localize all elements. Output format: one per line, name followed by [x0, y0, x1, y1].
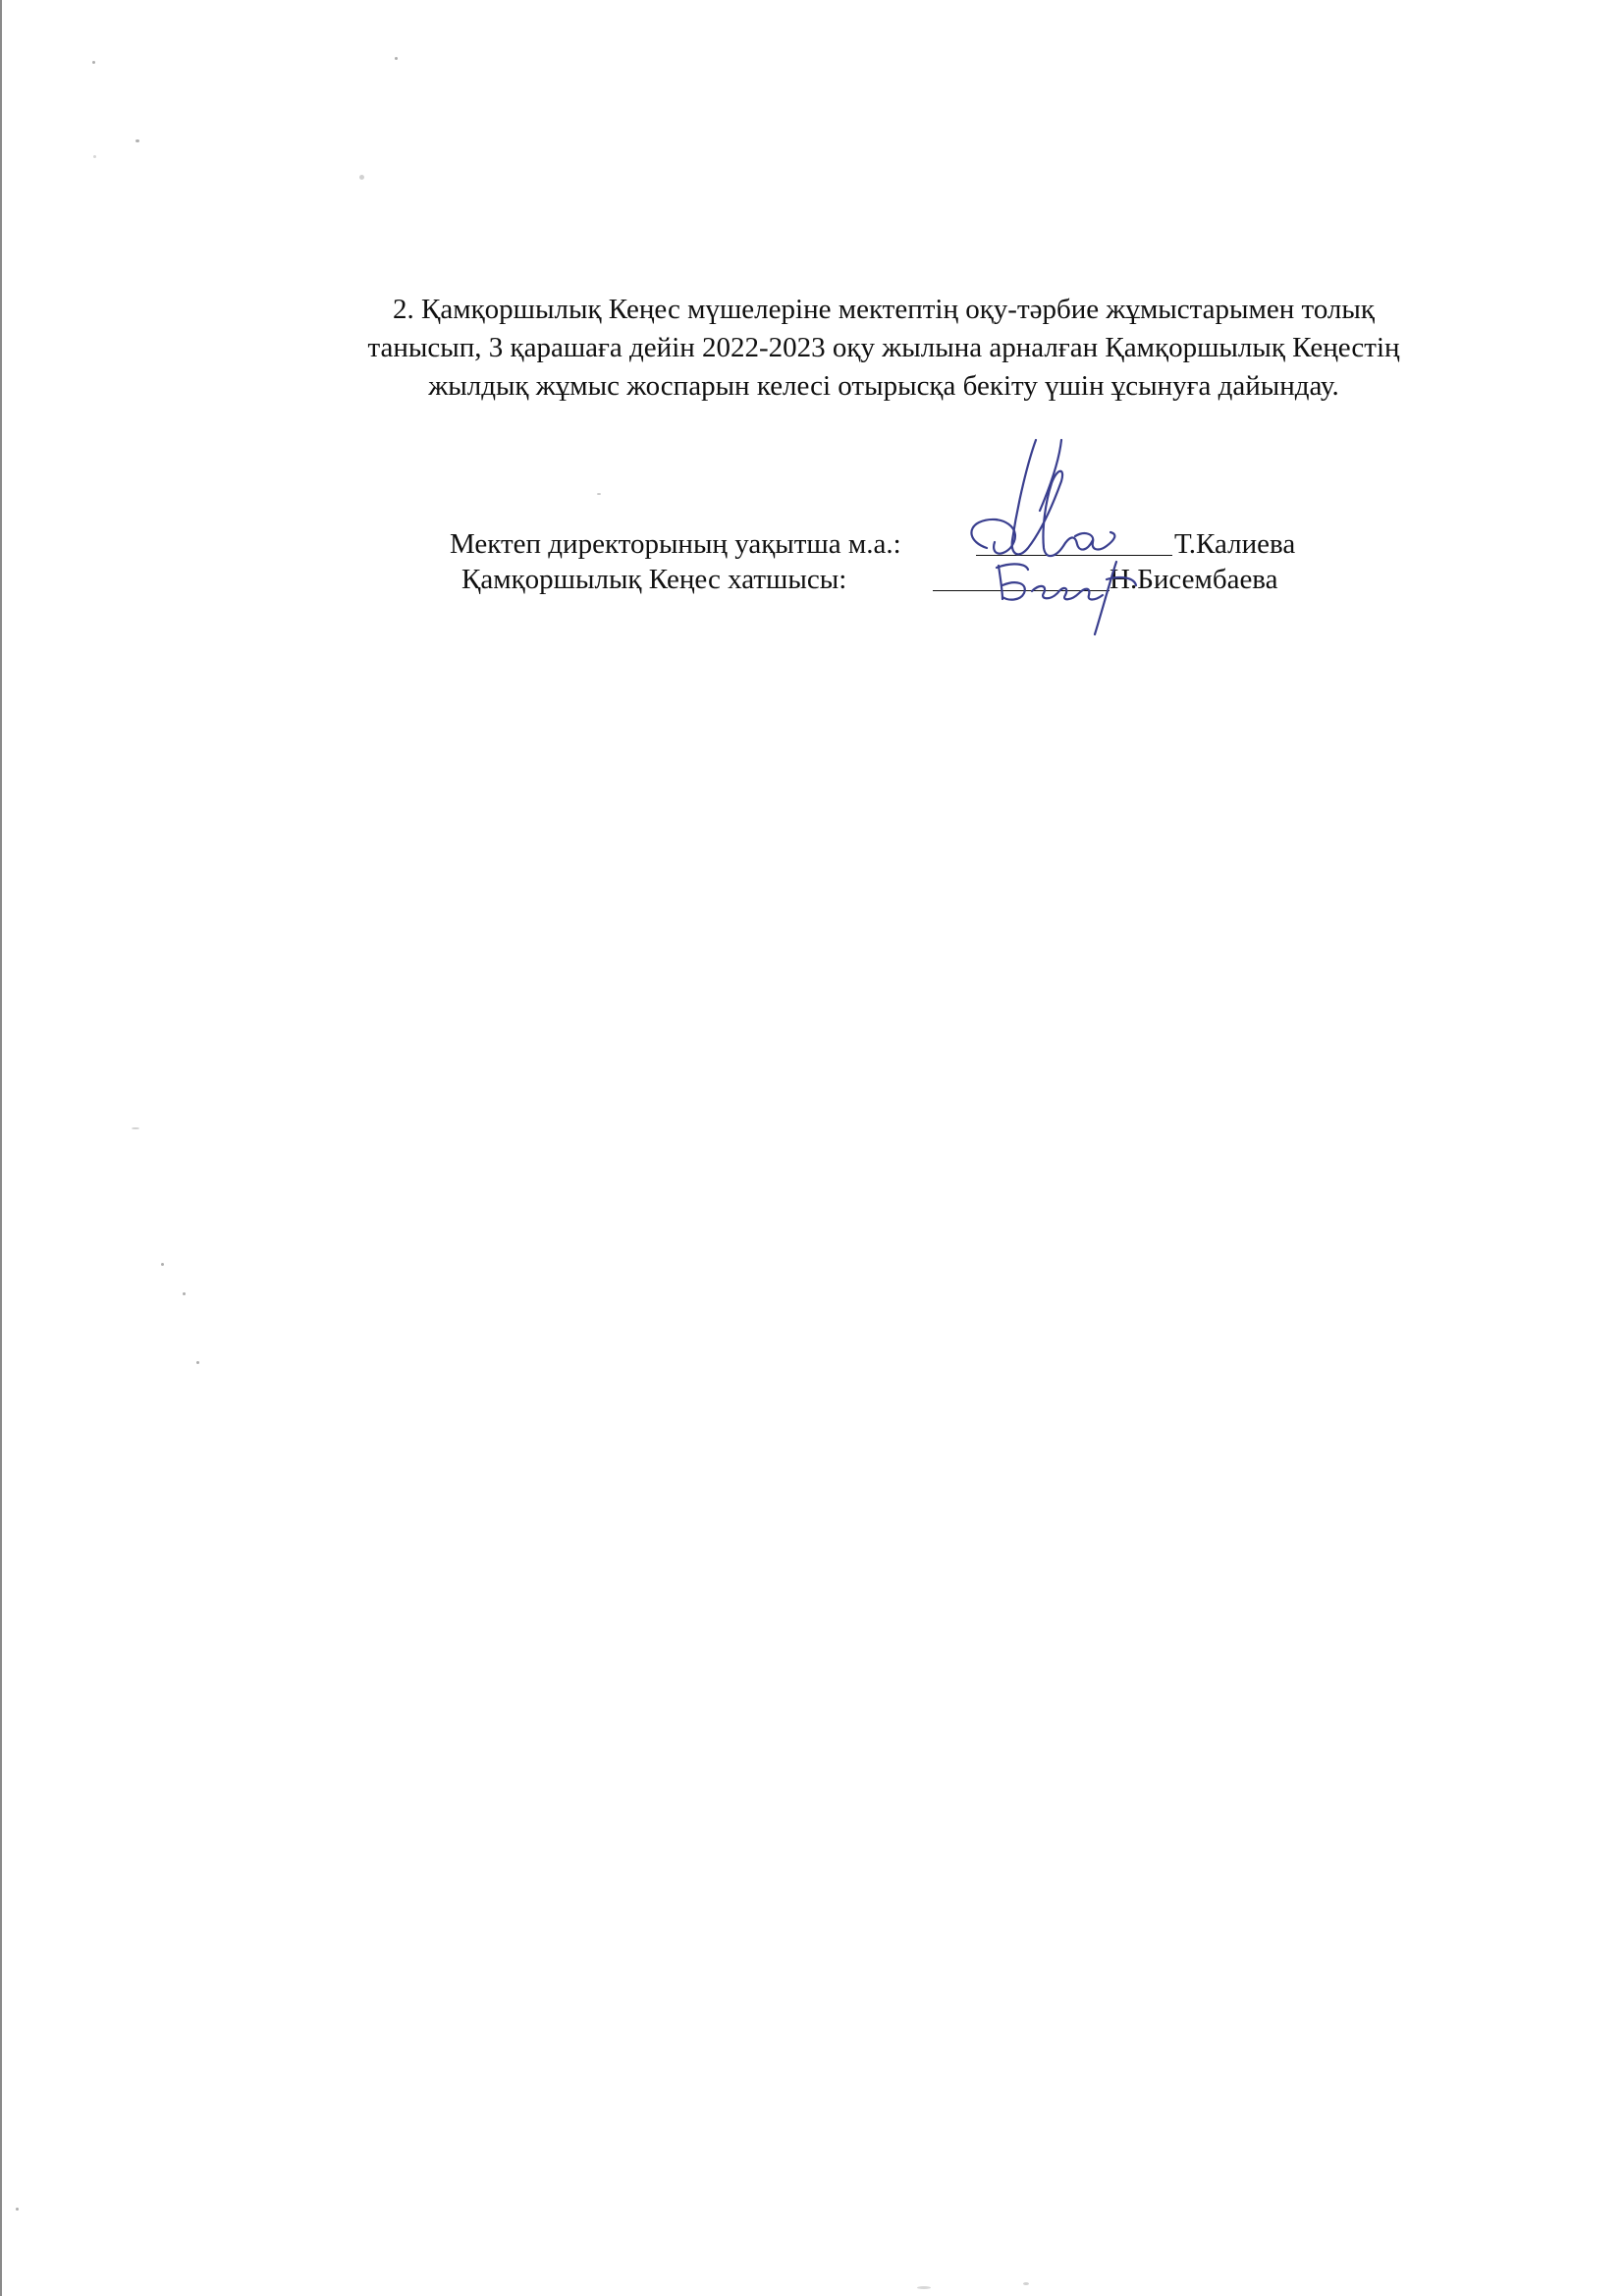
paragraph-line: жылдық жұмыс жоспарын келесі отырысқа бекіту үшін ұсынуға дайындау.	[428, 370, 1339, 402]
scan-speck	[92, 61, 95, 64]
director-signature-stroke	[1075, 532, 1114, 549]
secretary-signature-stroke	[1095, 562, 1136, 634]
director-signature-stroke	[1040, 440, 1061, 511]
scan-speck	[183, 1292, 186, 1295]
scan-speck	[359, 175, 364, 180]
director-role-label: Мектеп директорының уақытша м.а.:	[450, 528, 901, 560]
secretary-signature-stroke	[997, 564, 1028, 599]
scan-left-edge	[0, 0, 2, 2296]
scan-speck	[16, 2208, 19, 2211]
paragraph-line: танысып, 3 қарашаға дейін 2022-2023 оқу жылына арналған Қамқоршылық Кеңестің	[367, 332, 1400, 363]
scan-speck	[917, 2286, 931, 2289]
scan-speck	[161, 1263, 164, 1266]
secretary-signature-row	[432, 562, 1355, 597]
scan-speck	[1023, 2282, 1029, 2285]
resolution-paragraph	[245, 291, 1522, 406]
director-signature-stroke	[971, 519, 1015, 554]
paragraph-line: 2. Қамқоршылық Кеңес мүшелеріне мектептің оқу-тәрбие жұмыстарымен толық	[393, 294, 1375, 325]
secretary-signature-stroke	[1032, 586, 1103, 600]
secretary-role-label: Қамқоршылық Кеңес хатшысы:	[461, 564, 847, 595]
scan-speck	[135, 139, 139, 142]
handwritten-signatures	[967, 432, 1193, 638]
director-signature-row	[432, 526, 1355, 562]
signature-block	[432, 526, 1355, 597]
secretary-name: Н.Бисембаева	[1110, 564, 1278, 595]
scan-speck	[196, 1361, 199, 1364]
scan-speck	[93, 155, 96, 158]
scan-speck	[597, 493, 601, 495]
scan-speck	[395, 57, 398, 60]
scan-speck	[132, 1127, 139, 1129]
director-signature-stroke	[1012, 440, 1093, 556]
director-name: Т.Калиева	[1174, 528, 1296, 560]
